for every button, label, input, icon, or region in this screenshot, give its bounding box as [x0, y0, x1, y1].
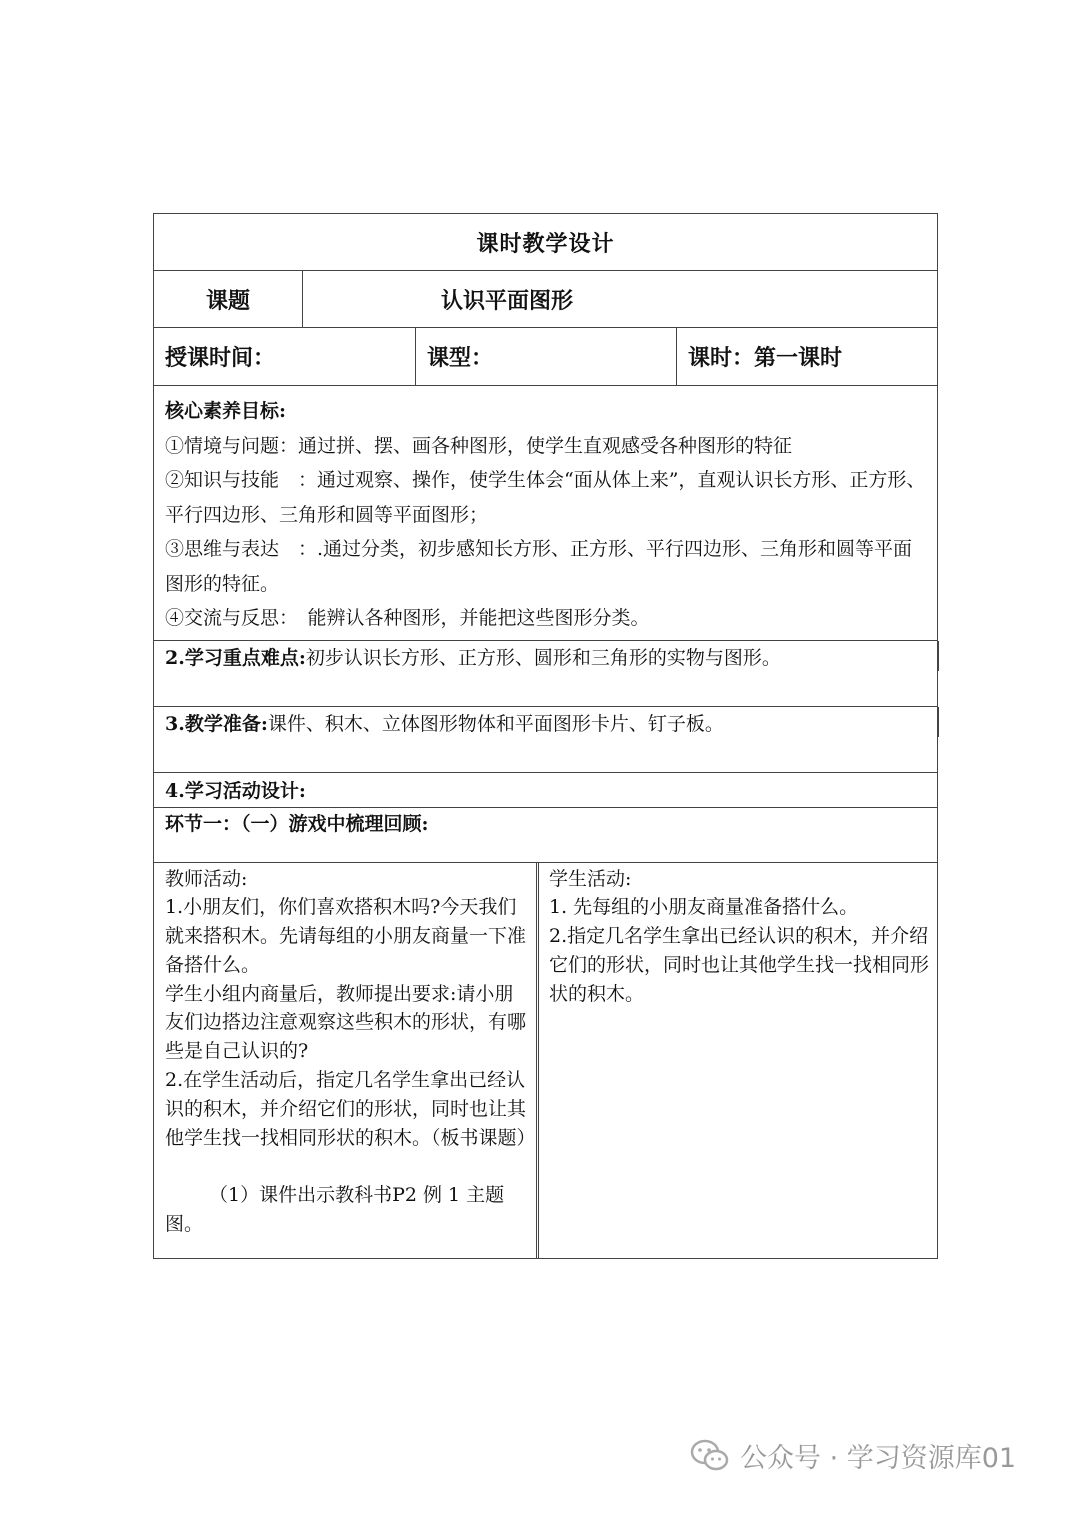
- step-heading: 环节一：（一）游戏中梳理回顾:: [165, 812, 429, 835]
- cell-tick: [938, 641, 940, 671]
- table-title: [153, 213, 938, 271]
- student-activity: [539, 863, 937, 1258]
- cell-tick: [938, 707, 940, 737]
- watermark: [690, 1436, 1016, 1475]
- doc-title: 课时教学设计: [476, 230, 615, 257]
- time-label: 授课时间：: [154, 328, 416, 385]
- activity-heading-row: [153, 773, 938, 808]
- meta-row: [153, 328, 938, 386]
- student-heading: 学生活动:: [549, 867, 632, 890]
- preparation-text: 课件、积木、立体图形物体和平面图形卡片、钉子板。: [267, 712, 724, 735]
- teacher-paragraph: 1.小朋友们，你们喜欢搭积木吗?今天我们就来搭积木。先请每组的小朋友商量一下准备搭什么。: [165, 896, 527, 976]
- preparation-label: 3.教学准备:: [165, 712, 268, 735]
- spacer: [165, 1152, 528, 1181]
- topic-value: 认识平面图形: [441, 287, 574, 314]
- key-points-label: 2.学习重点难点:: [165, 646, 306, 669]
- teacher-heading: 教师活动:: [165, 867, 248, 890]
- preparation-row: [153, 707, 938, 773]
- goal-item: ②知识与技能 ：通过观察、操作，使学生体会“面从体上来”，直观认识长方形、正方形、平行四边形、三角形和圆等平面图形；: [165, 469, 926, 526]
- step-heading-row: [153, 808, 938, 863]
- activity-heading: 4.学习活动设计:: [165, 780, 306, 802]
- wechat-icon: [690, 1439, 730, 1473]
- activities-row: [153, 863, 938, 1259]
- watermark-text: 公众号 · 学习资源库01: [740, 1443, 1017, 1474]
- student-paragraph: 1. 先每组的小朋友商量准备搭什么。: [549, 896, 859, 919]
- student-paragraph: 2.指定几名学生拿出已经认识的积木，并介绍它们的形状，同时也让其他学生找一找相同形状的积木。: [549, 925, 930, 1005]
- teacher-paragraph: 学生小组内商量后，教师提出要求:请小朋友们边搭边注意观察这些积木的形状，有哪些是自己认识的?: [165, 982, 527, 1063]
- goal-item: ③思维与表达 ：.通过分类，初步感知长方形、正方形、平行四边形、三角形和圆等平面图形的特征。: [165, 538, 913, 595]
- goal-item: ①情境与问题：通过拼、摆、画各种图形，使学生直观感受各种图形的特征: [165, 434, 793, 457]
- period-label: 课时：第一课时: [688, 345, 843, 371]
- goal-item: ④交流与反思： 能辨认各种图形，并能把这些图形分类。: [165, 607, 650, 629]
- key-points-row: [153, 641, 938, 707]
- teacher-activity: [154, 863, 539, 1258]
- teacher-paragraph: （1）课件出示教科书P2 例 1 主题图。: [165, 1184, 505, 1236]
- topic-row: [153, 271, 938, 328]
- goals-section: [153, 386, 938, 641]
- teacher-paragraph: 2.在学生活动后，指定几名学生拿出已经认识的积木，并介绍它们的形状，同时也让其他学生找一找相同形状的积木。（板书课题）: [165, 1069, 536, 1149]
- goals-heading: 核心素养目标:: [165, 400, 287, 422]
- key-points-text: 初步认识长方形、正方形、圆形和三角形的实物与图形。: [305, 646, 781, 669]
- lesson-plan-table: [153, 213, 938, 1259]
- topic-label: 课题: [154, 271, 303, 327]
- type-label: 课型：: [416, 328, 677, 385]
